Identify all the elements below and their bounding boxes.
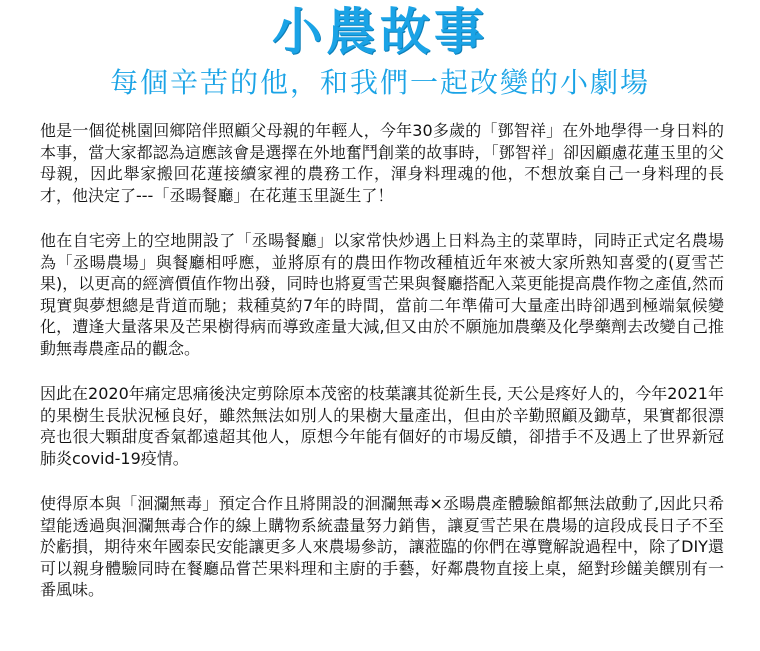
page-title: 小農故事 (272, 2, 488, 61)
story-paragraph-4: 使得原本與「洄瀾無毒」預定合作且將開設的洄瀾無毒×丞暘農產體驗館都無法啟動了,因此只希望能透過與洄瀾無毒合作的線上購物系統盡量努力銷售，讓夏雪芒果在農場的這段成長日子不至於虧損，期待來年國泰民安能讓更多人來農場參訪，讓蒞臨的你們在導覽解說過程中，除了DIY還可以親身體驗同時在餐廳品嘗芒果料理和主廚的手藝，好鄰農物直接上桌，絕對珍饈美饌別有一番風味。 (40, 494, 724, 599)
story-content (40, 120, 724, 625)
story-paragraph-2: 他在自宅旁上的空地開設了「丞暘餐廳」以家常快炒遇上日料為主的菜單時，同時正式定名農場為「丞暘農場」與餐廳相呼應，並將原有的農田作物改種植近年來被大家所熟知喜愛的(夏雪芒果)，以更高的經濟價值作物出發，同時也將夏雪芒果與餐廳搭配入菜更能提高農作物之產值,然而現實與夢想總是背道而馳；栽種莫約7年的時間，當前二年準備可大量產出時卻遇到極端氣候變化，遭逢大量落果及芒果樹得病而導致產量大減,但又由於不願施加農藥及化學藥劑去改變自己推動無毒農產品的觀念。 (40, 231, 724, 358)
story-paragraph-1: 他是一個從桃園回鄉陪伴照顧父母親的年輕人，今年30多歲的「鄧智祥」在外地學得一身日料的本事，當大家都認為這應該會是選擇在外地奮鬥創業的故事時，「鄧智祥」卻因顧慮花蓮玉里的父母親，因此舉家搬回花蓮接續家裡的農務工作，渾身料理魂的他，不想放棄自己一身料理的長才，他決定了---「丞暘餐廳」在花蓮玉里誕生了！ (40, 121, 724, 205)
page-subtitle: 每個辛苦的他，和我們一起改變的小劇場 (109, 66, 650, 99)
story-paragraph-3: 因此在2020年痛定思痛後決定剪除原本茂密的枝葉讓其從新生長, 天公是疼好人的，今年2021年的果樹生長狀況極良好，雖然無法如別人的果樹大量產出，但由於辛勤照顧及鋤草，果實都很漂亮也很大顆甜度香氣都遠超其他人，原想今年能有個好的市場反饋，卻措手不及遇上了世界新冠肺炎covid-19疫情。 (40, 384, 724, 468)
